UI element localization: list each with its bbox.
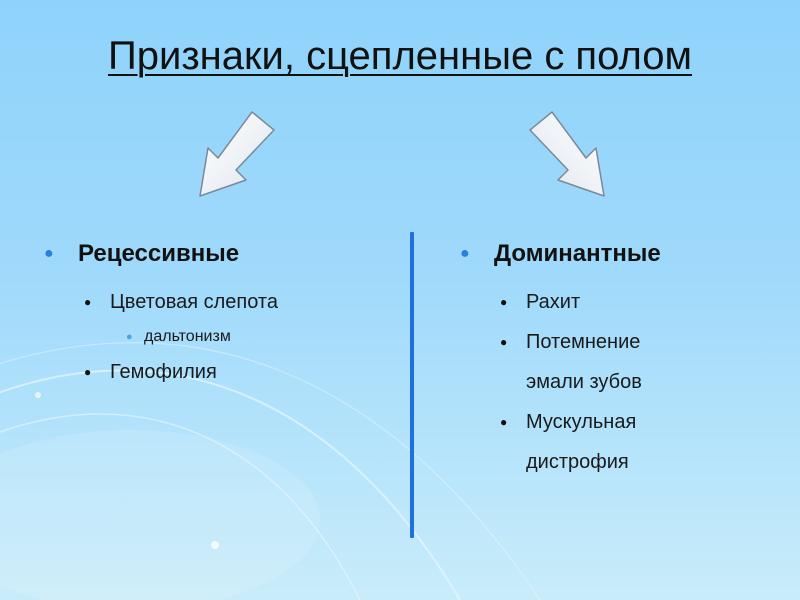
slide-title: Признаки, сцепленные с полом (107, 34, 692, 78)
bullet-icon: ● (500, 295, 508, 309)
recessive-heading (44, 232, 384, 276)
arrow-down-left-icon (196, 110, 276, 200)
list-item (500, 322, 680, 402)
bullet-icon: ● (126, 331, 133, 343)
bullet-icon: ● (500, 415, 508, 429)
list-item-label: Рахит (526, 291, 581, 313)
arrow-down-right-icon (528, 110, 608, 200)
list-item-label: Потемнение эмали зубов (526, 331, 642, 393)
list-item (84, 352, 384, 392)
column-divider (410, 232, 414, 538)
bullet-icon: ● (84, 365, 92, 379)
sub-list-item (126, 322, 384, 352)
dominant-heading-label: Доминантные (494, 240, 661, 267)
bullet-icon: ● (500, 335, 508, 349)
dominant-column (460, 232, 780, 482)
list-item-label: Цветовая слепота (110, 291, 278, 313)
sub-list-item-label: дальтонизм (144, 328, 231, 345)
bullet-icon: ● (460, 245, 470, 262)
recessive-column (44, 232, 384, 392)
dominant-heading (460, 232, 780, 276)
list-item (500, 402, 680, 482)
list-item-label: Мускульная дистрофия (526, 411, 637, 473)
bullet-icon: ● (84, 295, 92, 309)
bullet-icon: ● (44, 245, 54, 262)
list-item (500, 282, 780, 322)
recessive-heading-label: Рецессивные (78, 240, 240, 267)
list-item-label: Гемофилия (110, 361, 217, 383)
list-item (84, 282, 384, 322)
